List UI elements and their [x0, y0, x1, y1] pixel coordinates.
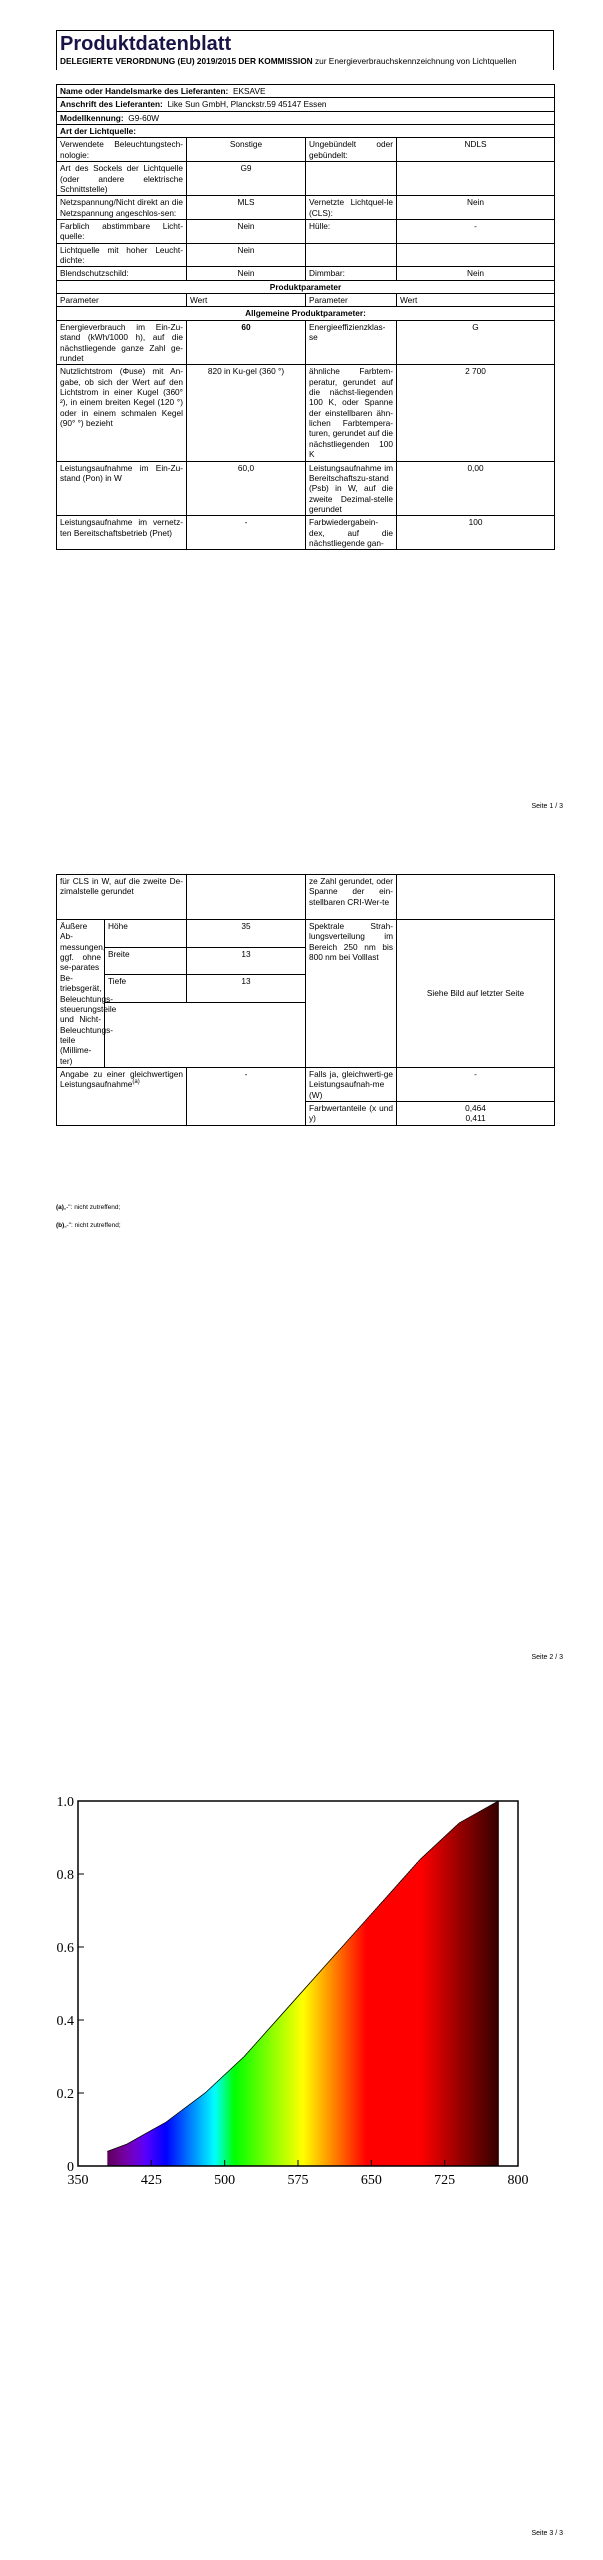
row-label: Lichtquelle mit hoher Leucht-dichte:	[57, 243, 187, 267]
page-number: Seite 2 / 3	[531, 1654, 563, 1661]
footnote-mark: (b)	[56, 1222, 65, 1229]
model-label: Modellkennung:	[60, 112, 124, 123]
product-params-header: Produktparameter	[57, 280, 555, 293]
supplier-value: EKSAVE	[232, 86, 266, 96]
table-row	[57, 138, 555, 162]
general-params-header: Allgemeine Produktparameter:	[57, 307, 555, 320]
param-label: Leistungsaufnahme im Ein-Zu-stand (Pon) in W	[57, 461, 187, 516]
param-value: 820 in Ku-gel (360 °)	[187, 365, 306, 461]
dimensions-row	[57, 920, 555, 948]
row-value: Nein	[187, 243, 306, 267]
chromaticity-label: Farbwertanteile (x und y)	[306, 1102, 397, 1126]
dimension-name: Höhe	[105, 920, 187, 948]
param-value: 60	[187, 320, 306, 364]
x-tick-label: 425	[140, 2173, 162, 2188]
dimension-value: 35	[187, 920, 306, 948]
param-label: Leistungsaufnahme im Bereitschaftszu-stand (Psb) in W, auf die zweite Dezimal-stelle gerundet	[306, 461, 397, 516]
equivalent-power-value: -	[187, 1068, 306, 1126]
footnote-text: „-": nicht zutreffend;	[63, 1204, 121, 1211]
param-value: 60,0	[187, 461, 306, 516]
y-tick-label: 1.0	[56, 1797, 74, 1810]
dimension-name: Breite	[105, 947, 187, 975]
row-value: Sonstige	[187, 138, 306, 162]
table-row	[57, 365, 555, 461]
x-tick-label: 500	[214, 2173, 236, 2188]
chromaticity-x: 0,464	[465, 1103, 486, 1114]
table-row	[57, 516, 555, 550]
general-params-header-row	[57, 307, 555, 320]
column-header-value: Wert	[397, 294, 555, 307]
spectral-value: Siehe Bild auf letzter Seite	[397, 920, 555, 1068]
column-header-parameter: Parameter	[306, 294, 397, 307]
row-label: Vernetzte Lichtquel-le (CLS):	[306, 196, 397, 220]
footnote-mark: (a)	[56, 1204, 64, 1211]
row-label: Farblich abstimmbare Licht-quelle:	[57, 219, 187, 243]
spectrum-bar	[496, 1802, 498, 2166]
row-label: Art des Sockels der Lichtquelle (oder andere elektrische Schnittstelle)	[57, 162, 187, 196]
address-value: Like Sun GmbH, Planckstr.59 45147 Essen	[167, 99, 327, 110]
param-label: Nutzlichtstrom (Φuse) mit An-gabe, ob sich der Wert auf den Lichtstrom in einer Kugel (360° ²), in einem breiten Kegel (120 °) oder in einem schmalen Kegel (90° °) bezieht	[57, 365, 187, 461]
row-value: NDLS	[397, 138, 555, 162]
chromaticity-values	[397, 1102, 555, 1126]
supplier-row	[57, 85, 555, 98]
dimension-value: 13	[187, 947, 306, 975]
x-tick-label: 800	[507, 2173, 529, 2188]
row-value: Nein	[397, 267, 555, 280]
product-data-table-continued	[56, 874, 555, 1126]
supplier-label: Name oder Handelsmarke des Lieferanten:	[60, 86, 229, 96]
y-tick-label: 0	[67, 2160, 74, 2175]
param-label: ze Zahl gerundet, oder Spanne der ein-stellbaren CRI-Wer-te	[306, 875, 397, 920]
regulation-subject: zur Energieverbrauchskennzeichnung von Lichtquellen	[312, 56, 517, 66]
equivalent-power-label	[57, 1068, 187, 1126]
page-1	[0, 0, 603, 836]
param-value: 0,00	[397, 461, 555, 516]
page-break-mask	[50, 790, 560, 836]
row-value	[397, 243, 555, 267]
row-value: Nein	[397, 196, 555, 220]
model-row	[57, 111, 555, 124]
row-label: Dimmbar:	[306, 267, 397, 280]
y-tick-label: 0.6	[56, 1941, 74, 1956]
param-value: 2 700	[397, 365, 555, 461]
model-value: G9-60W	[128, 112, 160, 123]
row-value: Nein	[187, 267, 306, 280]
equivalent-power-right-value: -	[397, 1068, 555, 1102]
spectral-label: Spektrale Strah-lungsverteilung im Bereich 250 nm bis 800 nm bei Volllast	[306, 920, 397, 1068]
param-label: Leistungsaufnahme im vernetz-ten Bereitschaftsbetrieb (Pnet)	[57, 516, 187, 550]
equivalent-power-row	[57, 1068, 555, 1102]
table-row	[57, 875, 555, 920]
light-source-type-label: Art der Lichtquelle:	[57, 125, 555, 138]
param-value: G	[397, 320, 555, 364]
dimensions-label: Äußere Ab-messungen, ggf. ohne se-parates Be-triebsgerät, Beleuchtungs-steuerungsteile und Nicht-Beleuchtungs-teile (Millime-ter)	[57, 920, 105, 1068]
page-2	[0, 836, 603, 1672]
param-label: für CLS in W, auf die zweite De-zimalstelle gerundet	[57, 875, 187, 920]
column-header-value: Wert	[187, 294, 306, 307]
page-break-mask	[50, 836, 560, 874]
address-label: Anschrift des Lieferanten:	[60, 99, 163, 110]
table-row	[57, 162, 555, 196]
y-tick-label: 0.2	[56, 2087, 74, 2102]
footnote-b	[56, 1222, 121, 1230]
table-row	[57, 243, 555, 267]
row-value: Nein	[187, 219, 306, 243]
param-value: 100	[397, 516, 555, 550]
column-header-row	[57, 294, 555, 307]
param-value	[397, 875, 555, 920]
dimension-value: 13	[187, 975, 306, 1003]
footnote-ref: (a)	[132, 1079, 140, 1086]
spectral-distribution-chart	[40, 1797, 540, 2217]
address-row	[57, 98, 555, 111]
table-row	[57, 461, 555, 516]
header-box	[56, 30, 554, 70]
footnote-text: „-": nicht zutreffend;	[64, 1222, 121, 1229]
row-label	[306, 243, 397, 267]
page-title: Produktdatenblatt	[60, 33, 232, 55]
param-label: Energieverbrauch im Ein-Zu-stand (kWh/1000 h), auf die nächstliegende ganze Zahl ge-rundet	[57, 320, 187, 364]
chromaticity-y: 0,411	[465, 1113, 486, 1124]
row-value: -	[397, 219, 555, 243]
page-number: Seite 1 / 3	[531, 803, 563, 810]
product-data-table	[56, 84, 555, 550]
y-tick-label: 0.4	[56, 2014, 74, 2029]
row-value	[397, 162, 555, 196]
param-value	[187, 875, 306, 920]
equivalent-power-text: Angabe zu einer gleichwertigen Leistungsaufnahme	[60, 1069, 184, 1090]
table-row	[57, 267, 555, 280]
y-tick-label: 0.8	[56, 1868, 74, 1883]
row-label: Verwendete Beleuchtungstech-nologie:	[57, 138, 187, 162]
row-value: G9	[187, 162, 306, 196]
table-row	[57, 320, 555, 364]
x-tick-label: 350	[67, 2173, 89, 2188]
param-label: ähnliche Farbtem-peratur, gerundet auf die nächst-liegenden 100 K, oder Spanne der einstellbaren ähn-lichen Farbtempera-turen, gerundet auf die nächstliegenden 100 K	[306, 365, 397, 461]
regulation-reference: DELEGIERTE VERORDNUNG (EU) 2019/2015 DER KOMMISSION	[60, 56, 313, 66]
regulation-line	[57, 55, 553, 70]
product-params-header-row	[57, 280, 555, 293]
row-label	[306, 162, 397, 196]
row-value: MLS	[187, 196, 306, 220]
x-tick-label: 650	[360, 2173, 382, 2188]
footnote-a	[56, 1204, 120, 1212]
dimension-name: Tiefe	[105, 975, 187, 1003]
page-number: Seite 3 / 3	[531, 2530, 563, 2537]
table-row	[57, 196, 555, 220]
x-tick-label: 725	[434, 2173, 456, 2188]
column-header-parameter: Parameter	[57, 294, 187, 307]
row-label: Ungebündelt oder gebündelt:	[306, 138, 397, 162]
param-label: Energieeffizienzklas-se	[306, 320, 397, 364]
param-label: Farbwiedergabein-dex, auf die nächstliegende gan-	[306, 516, 397, 550]
table-row	[57, 219, 555, 243]
light-source-type-row	[57, 125, 555, 138]
row-label: Netzspannung/Nicht direkt an die Netzspannung angeschlos-sen:	[57, 196, 187, 220]
equivalent-power-right-label: Falls ja, gleichwerti-ge Leistungsaufnah-me (W)	[306, 1068, 397, 1102]
x-tick-label: 575	[287, 2173, 309, 2188]
row-label: Blendschutzschild:	[57, 267, 187, 280]
param-value: -	[187, 516, 306, 550]
page-3	[0, 1672, 603, 2560]
row-label: Hülle:	[306, 219, 397, 243]
